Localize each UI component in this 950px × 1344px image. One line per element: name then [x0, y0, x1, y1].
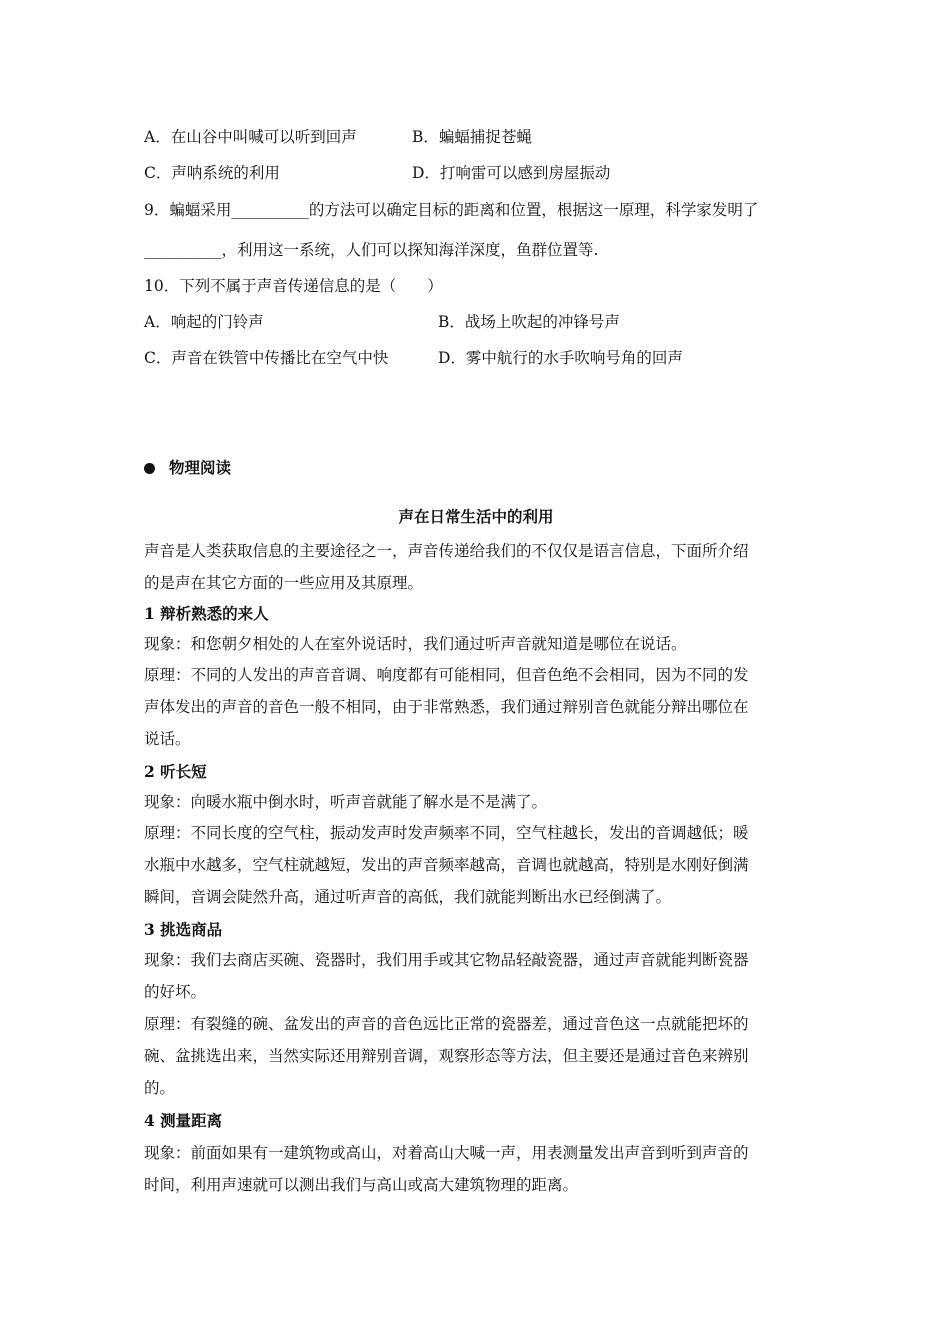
s3-phenomenon-2: 的好坏。	[144, 983, 207, 1001]
s1-principle-2: 声体发出的声音的音色一般不相同，由于非常熟悉，我们通过辩别音色就能分辩出哪位在	[144, 698, 749, 716]
q8-option-d: D．打响雷可以感到房屋振动	[412, 164, 611, 182]
s3-principle-3: 的。	[144, 1079, 176, 1097]
q10-option-b: B．战场上吹起的冲锋号声	[438, 313, 620, 331]
intro-line-2: 的是声在其它方面的一些应用及其原理。	[144, 574, 424, 592]
s2-principle-2: 水瓶中水越多，空气柱就越短，发出的声音频率越高，音调也就越高，特别是水刚好倒满	[144, 856, 749, 874]
subsection-2-heading: 2 听长短	[144, 762, 207, 781]
s2-principle-1: 原理：不同长度的空气柱，振动发声时发声频率不同，空气柱越长，发出的音调越低；暖	[144, 824, 749, 842]
s3-phenomenon-1: 现象：我们去商店买碗、瓷器时，我们用手或其它物品轻敲瓷器，通过声音就能判断瓷器	[144, 951, 749, 969]
s4-phenomenon-1: 现象：前面如果有一建筑物或高山，对着高山大喊一声，用表测量发出声音到听到声音的	[144, 1144, 749, 1162]
subsection-4-heading: 4 测量距离	[144, 1111, 223, 1130]
intro-line-1: 声音是人类获取信息的主要途径之一，声音传递给我们的不仅仅是语言信息，下面所介绍	[144, 542, 749, 560]
q9-line-1: 9．蝙蝠采用__________的方法可以确定目标的距离和位置，根据这一原理，科学家发明了	[144, 201, 759, 219]
s3-principle-2: 碗、盆挑选出来，当然实际还用辩别音调，观察形态等方法，但主要还是通过音色来辨别	[144, 1047, 749, 1065]
q9-line-2: __________，利用这一系统，人们可以探知海洋深度，鱼群位置等.	[144, 241, 599, 259]
s1-principle-1: 原理：不同的人发出的声音音调、响度都有可能相同，但音色绝不会相同，因为不同的发	[144, 666, 749, 684]
s4-phenomenon-2: 时间，利用声速就可以测出我们与高山或高大建筑物理的距离。	[144, 1176, 579, 1194]
s3-principle-1: 原理：有裂缝的碗、盆发出的声音的音色远比正常的瓷器差，通过音色这一点就能把坏的	[144, 1015, 749, 1033]
q10-option-c: C．声音在铁管中传播比在空气中快	[144, 349, 389, 367]
q8-option-a: A．在山谷中叫喊可以听到回声	[144, 128, 357, 146]
s2-principle-3: 瞬间，音调会陡然升高，通过听声音的高低，我们就能判断出水已经倒满了。	[144, 888, 672, 906]
section-heading-label: 物理阅读	[169, 458, 232, 477]
q8-option-b: B．蝙蝠捕捉苍蝇	[412, 128, 532, 146]
section-heading	[144, 458, 808, 478]
article-title: 声在日常生活中的利用	[398, 507, 554, 526]
subsection-1-heading: 1 辩析熟悉的来人	[144, 604, 269, 623]
q8-option-c: C．声呐系统的利用	[144, 164, 280, 182]
s2-phenomenon: 现象：向暖水瓶中倒水时，听声音就能了解水是不是满了。	[144, 793, 548, 811]
q10-stem: 10．下列不属于声音传递信息的是（ ）	[144, 277, 443, 295]
q10-option-a: A．响起的门铃声	[144, 313, 264, 331]
s1-principle-3: 说话。	[144, 730, 191, 748]
subsection-3-heading: 3 挑选商品	[144, 920, 223, 939]
bullet-icon	[144, 463, 155, 474]
q10-option-d: D．雾中航行的水手吹响号角的回声	[438, 349, 683, 367]
s1-phenomenon: 现象：和您朝夕相处的人在室外说话时，我们通过听声音就知道是哪位在说话。	[144, 635, 687, 653]
